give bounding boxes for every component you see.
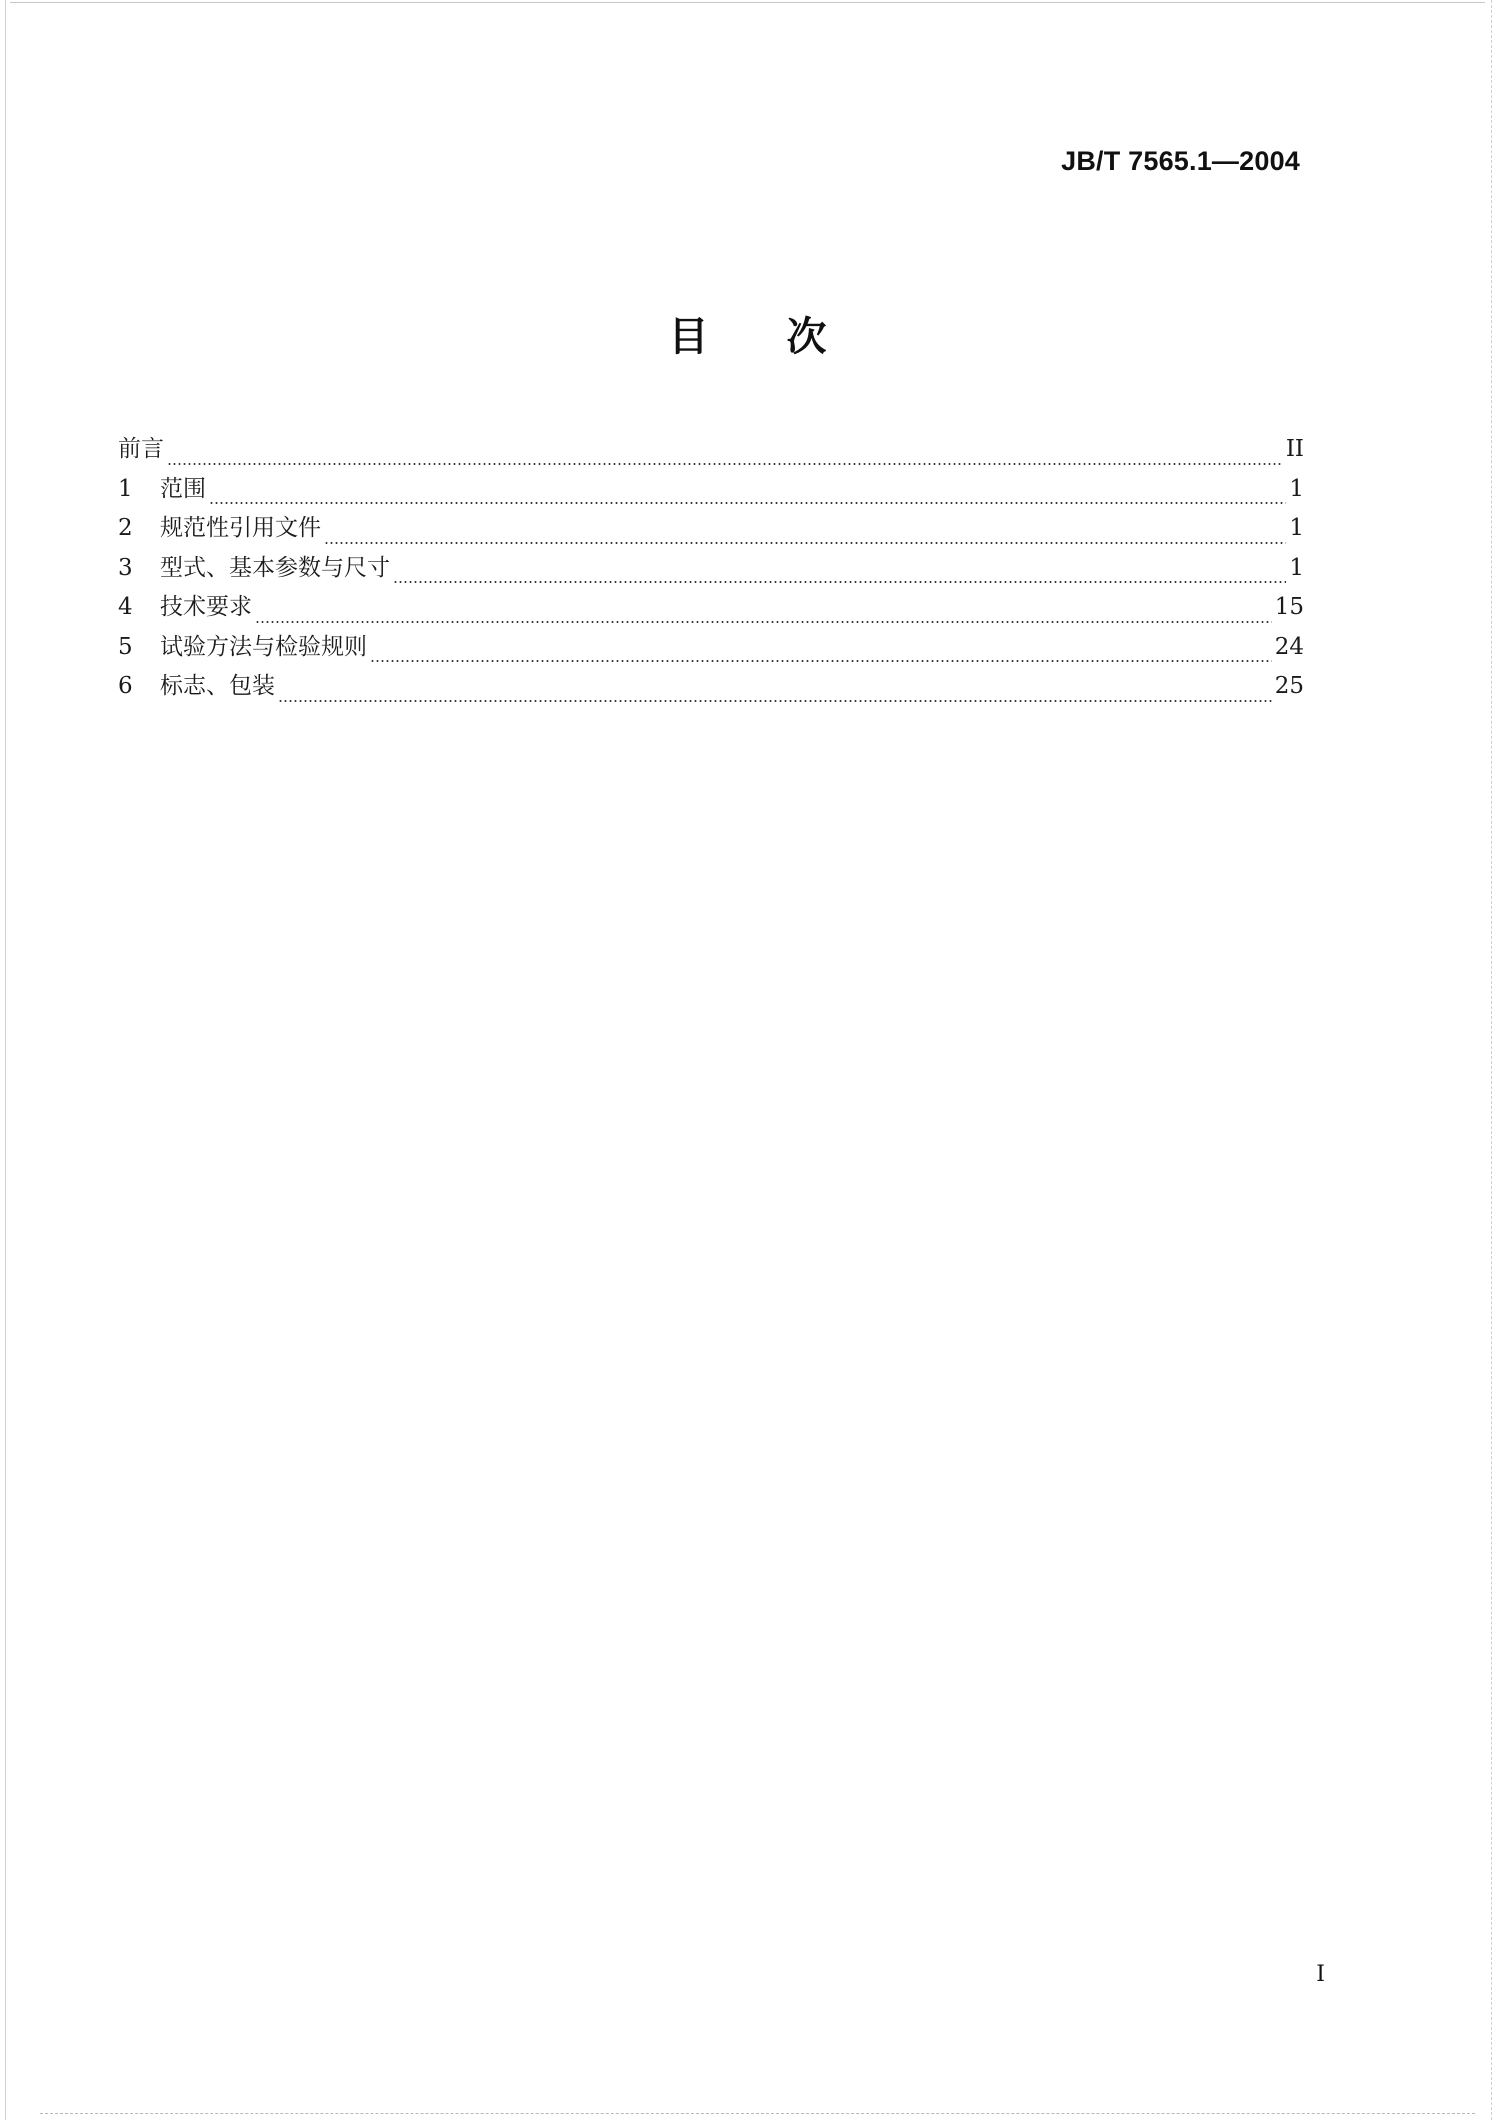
toc-entry-label: 试验方法与检验规则 <box>160 633 367 660</box>
toc-entry-label: 前言 <box>118 436 164 462</box>
page-number: I <box>1316 1962 1325 1987</box>
scan-edge-bottom <box>40 2113 1475 2114</box>
toc-dot-leader <box>278 700 1272 702</box>
toc-entry-number: 1 <box>118 475 133 502</box>
standard-code: JB/T 7565.1—2004 <box>1061 146 1300 176</box>
toc-entry-number: 2 <box>118 515 133 541</box>
toc-entry-number: 4 <box>118 594 133 620</box>
toc-entry-page: II <box>1285 436 1304 462</box>
toc-dot-leader <box>393 581 1286 583</box>
toc-entry[interactable] <box>118 434 1304 474</box>
toc-entry[interactable] <box>118 592 1304 632</box>
toc-entry[interactable] <box>118 632 1304 672</box>
toc-entry-page: 15 <box>1274 594 1304 620</box>
toc-entry-page: 1 <box>1289 475 1304 502</box>
toc-entry-number: 5 <box>118 633 133 660</box>
toc-dot-leader <box>324 542 1286 544</box>
toc-entry[interactable] <box>118 513 1304 553</box>
toc-dot-leader <box>167 463 1283 465</box>
toc-entry-number: 6 <box>118 673 133 699</box>
toc-entry-page: 1 <box>1289 554 1304 581</box>
table-of-contents <box>118 434 1304 711</box>
toc-entry[interactable] <box>118 553 1304 593</box>
scan-edge-top <box>10 2 1485 3</box>
toc-entry-label: 范围 <box>160 475 206 502</box>
toc-dot-leader <box>255 621 1272 623</box>
toc-entry-label: 标志、包装 <box>160 673 275 699</box>
toc-dot-leader <box>209 502 1286 504</box>
toc-entry[interactable] <box>118 474 1304 514</box>
toc-entry-label: 规范性引用文件 <box>160 515 321 541</box>
toc-entry-label: 型式、基本参数与尺寸 <box>160 554 390 581</box>
toc-entry-number: 3 <box>118 554 133 581</box>
toc-entry-page: 1 <box>1289 515 1304 541</box>
toc-entry-page: 25 <box>1274 673 1304 699</box>
toc-entry[interactable] <box>118 671 1304 711</box>
toc-entry-label: 技术要求 <box>160 594 252 620</box>
toc-title: 目次 <box>668 314 905 360</box>
toc-entry-page: 24 <box>1274 633 1304 660</box>
toc-dot-leader <box>370 660 1272 662</box>
